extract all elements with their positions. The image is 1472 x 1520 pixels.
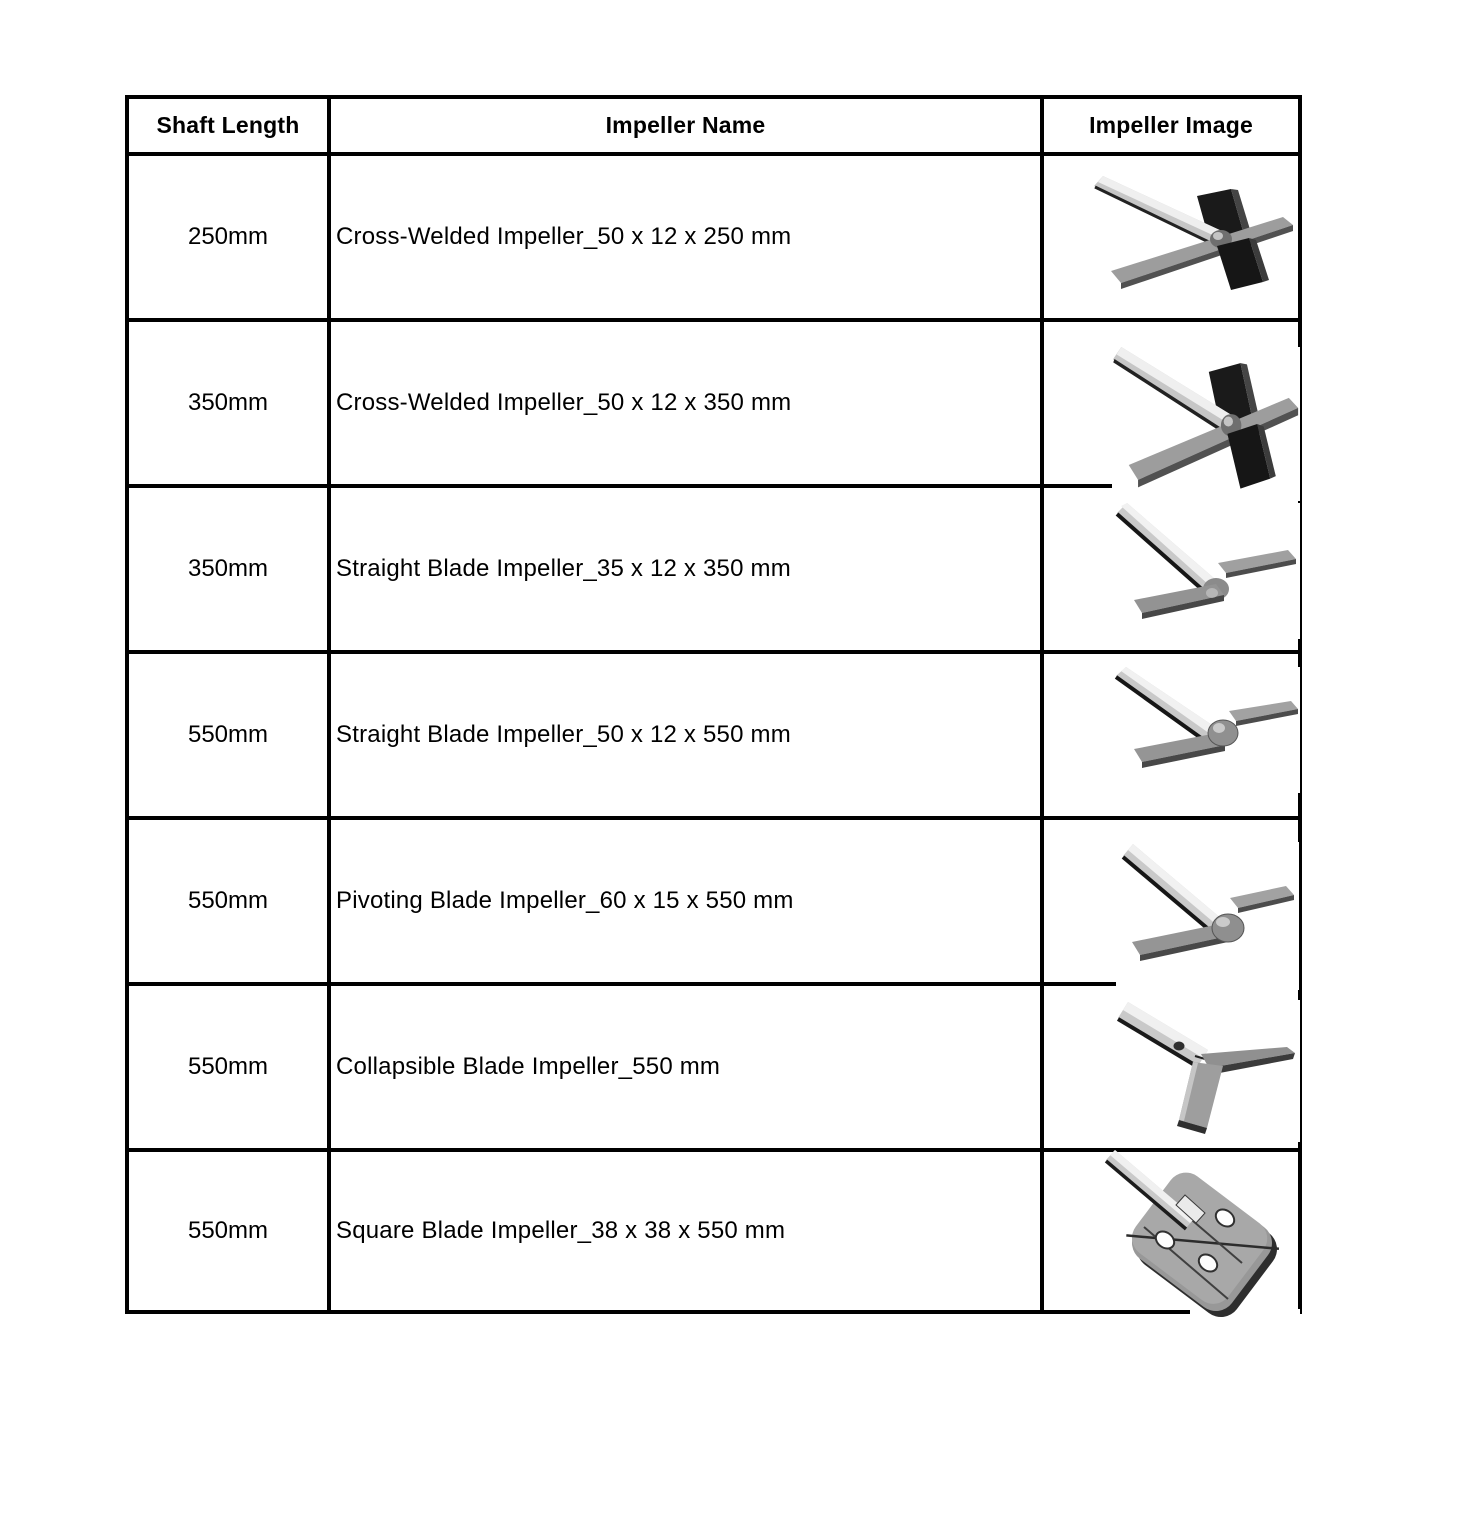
- impeller-name-cell: Straight Blade Impeller_35 x 12 x 350 mm: [327, 484, 1040, 650]
- col-header-impeller-image: Impeller Image: [1040, 95, 1302, 152]
- shaft-length-cell: 350mm: [125, 484, 327, 650]
- col-header-impeller-name: Impeller Name: [327, 95, 1040, 152]
- shaft-length-cell: 550mm: [125, 650, 327, 816]
- shaft-length-cell: 550mm: [125, 1148, 327, 1314]
- impeller-name-cell: Straight Blade Impeller_50 x 12 x 550 mm: [327, 650, 1040, 816]
- impeller-image-straight-blade-35: [1110, 503, 1300, 639]
- cross-welded-impeller-graphic: [1093, 176, 1295, 300]
- impeller-image-straight-blade-50: [1107, 667, 1300, 793]
- shaft-length-cell: 250mm: [125, 152, 327, 318]
- impeller-image-collapsible-blade: [1107, 1000, 1300, 1142]
- shaft-length-cell: 550mm: [125, 816, 327, 982]
- square-blade-impeller-graphic: [1092, 1149, 1300, 1333]
- shaft-length-cell: 550mm: [125, 982, 327, 1148]
- impeller-name-cell: Cross-Welded Impeller_50 x 12 x 250 mm: [327, 152, 1040, 318]
- impeller-image-cross-welded-350: [1112, 347, 1300, 501]
- impeller-name-cell: Collapsible Blade Impeller_550 mm: [327, 982, 1040, 1148]
- impeller-name-cell: Cross-Welded Impeller_50 x 12 x 350 mm: [327, 318, 1040, 484]
- impeller-name-cell: Square Blade Impeller_38 x 38 x 550 mm: [327, 1148, 1040, 1314]
- impeller-image-square-blade: [1092, 1149, 1300, 1333]
- pivoting-blade-impeller-graphic: [1116, 842, 1299, 990]
- collapsible-blade-impeller-graphic: [1107, 1000, 1300, 1142]
- impeller-name-cell: Pivoting Blade Impeller_60 x 15 x 550 mm: [327, 816, 1040, 982]
- impeller-image-pivoting-blade: [1116, 842, 1299, 990]
- impeller-image-cross-welded-250: [1093, 176, 1295, 300]
- shaft-length-cell: 350mm: [125, 318, 327, 484]
- col-header-shaft-length: Shaft Length: [125, 95, 327, 152]
- cross-welded-impeller-graphic: [1112, 347, 1300, 501]
- straight-blade-impeller-graphic: [1110, 503, 1300, 639]
- straight-blade-impeller-graphic: [1107, 667, 1300, 793]
